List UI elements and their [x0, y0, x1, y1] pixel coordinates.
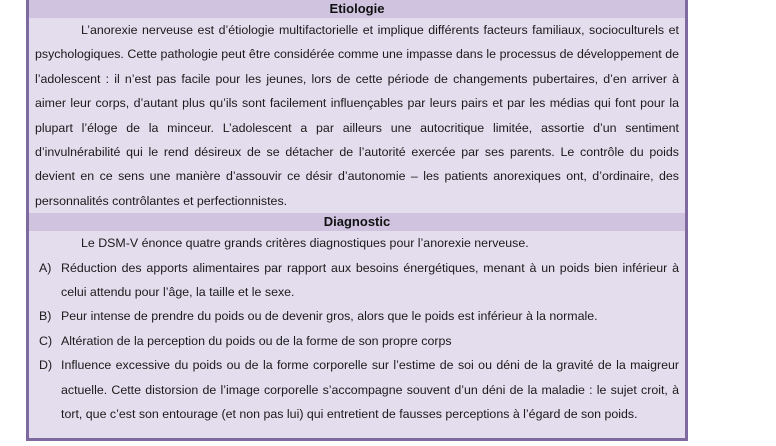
criterion-text: Altération de la perception du poids ou de la forme de son propre corps: [61, 333, 452, 348]
diagnostic-intro: Le DSM-V énonce quatre grands critères diagnostiques pour l’anorexie nerveuse.: [81, 236, 529, 251]
criterion-item: [29, 353, 685, 426]
criterion-letter: D): [39, 358, 53, 373]
criterion-text: Peur intense de prendre du poids ou de devenir gros, alors que le poids est inférieur à la normale.: [61, 309, 598, 324]
info-box: [26, 0, 688, 441]
criterion-item: [29, 329, 685, 353]
criterion-letter: C): [39, 333, 53, 348]
criterion-letter: B): [39, 309, 52, 324]
criterion-text: Influence excessive du poids ou de la forme corporelle sur l’estime de soi ou déni de la gravité de la maigreur actuelle. Cette distorsion de l’image corporelle s’accompagne souvent d’un déni de la maladie : le sujet croit, à tort, que c’est son entourage (et non pas lui) qui entretient de fausses perceptions à l’égard de son poids.: [61, 358, 679, 422]
criterion-item: [29, 304, 685, 328]
etiologie-paragraph: [29, 18, 685, 213]
etiologie-heading: Etiologie: [29, 0, 685, 18]
criterion-letter: A): [39, 260, 52, 275]
etiologie-text: L’anorexie nerveuse est d’étiologie multifactorielle et implique différents facteurs familiaux, socioculturels et psychologiques. Cette pathologie peut être considérée comme une impasse dans le processus de développement de l’adolescent : il n’est pas facile pour les jeunes, lors de cette période de changements pubertaires, d’en arriver à aimer leur corps, d’autant plus qu’ils sont facilement influençables par leurs pairs et par les médias qui font pour la plupart l’éloge de la minceur. L’adolescent a par ailleurs une autocritique limitée, assortie d’un sentiment d’invulnérabilité qui le rend désireux de se détacher de l’autorité exercée par ses parents. Le contrôle du poids devient en ce sens une manière d’assouvir ce désir d’autonomie – les patients anorexiques ont, d’ordinaire, des personnalités contrôlantes et perfectionnistes.: [35, 23, 679, 208]
criterion-item: [29, 256, 685, 305]
criterion-text: Réduction des apports alimentaires par rapport aux besoins énergétiques, menant à un poids bien inférieur à celui attendu pour l’âge, la taille et le sexe.: [61, 260, 679, 300]
diagnostic-heading: Diagnostic: [29, 213, 685, 231]
